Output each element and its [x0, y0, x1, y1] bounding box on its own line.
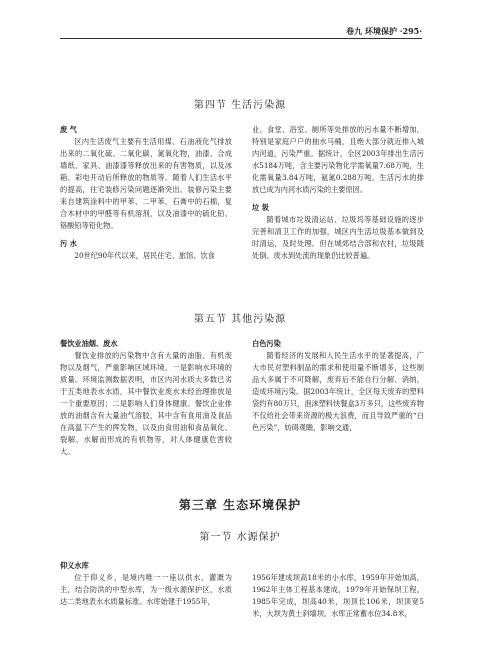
s5-right-column — [252, 338, 424, 434]
air-subheading: 废 气 — [60, 125, 77, 134]
reservoir-paragraph-start: 位于仰义乡，是境内唯一一座以供水、灌溉为主，结合防洪的中型水库，为一级水源保护区，水质达二类地表水水质量标准。水库始建于1955年， — [60, 573, 232, 606]
section-5-title: 第五节 其他污染源 — [193, 314, 287, 325]
s4-right-column — [252, 124, 424, 262]
air-paragraph: 区内生活废气主要有生活用煤、石油液化气排放出来的二氧化硫、二氧化碳、氮氧化物，油漆、合成墙纸、家具、油漆漆等释放出来的有害物质，以及冰箱、彩电开动后所释放的物质等。随着人们生活水平的提高，住宅装修污染问题逐渐突出。装修污染主要来自建筑涂料中的甲苯、二甲苯，石膏中的石棉，复合木材中的甲醛等有机溶剂，以及油漆中的硫化铅、铬酸铅等铅化物。 — [60, 137, 232, 230]
running-header — [60, 22, 422, 38]
food-subheading: 餐饮业油烟、废水 — [60, 339, 118, 348]
chapter-3-title: 第三章 生态环境保护 — [178, 498, 302, 512]
chapter-3-section-1-title: 第一节 水源保护 — [199, 532, 281, 543]
header-title: 卷九 环境保护 ·295· — [346, 26, 422, 36]
water-subheading: 污 水 — [60, 239, 77, 248]
water-paragraph-cont: 业、食堂、浴室、厕所等处排放的污水量不断增加，特别是家庭户户的抽水马桶，且绝大部分就近排入城内河道，污染严重。据统计，全区2003年排出生活污水5184万吨，含主要污染物化学需氧量7.68万吨，生化需氧量3.84万吨，氨氮0.288万吨。生活污水的排放已成为内河水质污染的主要原因。 — [252, 125, 424, 194]
reservoir-paragraph-cont: 1956年建成坝高18米的小水库，1959年开始加高，1962年主体工程基本建成，1979年开始保坝工程，1985年完成，坝高40米，坝顶长106米，坝顶宽5米，大坝为黄土斜墙坝。水库正常蓄水位34.8米， — [252, 573, 424, 618]
section-4-title: 第四节 生活污染源 — [193, 100, 287, 111]
white-subheading: 白色污染 — [252, 339, 281, 348]
white-paragraph: 随着经济的发展和人民生活水平的显著提高，广大市民对塑料制品的需求和使用量不断增多，这些制品大多属于不可降解，废弃后不能自行分解、消纳，造成环境污染。据2003年统计，全区每天废弃的塑料袋约有80万只，泡沫塑料快餐盒3万多只，这些废弃物不仅给社会带来资源的极大浪费，而且导致严重的“白色污染”，妨碍观瞻，影响交通， — [252, 351, 424, 432]
header-rule — [60, 38, 422, 39]
ch3-right-column — [252, 572, 424, 620]
water-paragraph-start: 20世纪90年代以来，居民住宅、旅馆、饮食 — [74, 251, 215, 260]
food-paragraph: 餐饮业排放的污染物中含有大量的油脂、有机废物以及烟气，严重影响区域环境。一是影响水环境的质量。环境监测数据表明，市区内河水质大多数已劣于五类地表水水质，其中餐饮业废水未经治理排放是一个重要原因；二是影响人们身体健康。餐饮企业排放的油烟含有大量油气溶胶，其中含有食用油及食品在高温下产生的挥发物，以及由食用油和食品氧化、裂解、水解而形成的有机物等，对人体健康危害较大。 — [60, 351, 232, 456]
reservoir-subheading: 仰义水库 — [60, 561, 89, 570]
ch3-left-column — [60, 560, 232, 608]
s4-left-column — [60, 124, 232, 262]
s5-left-column — [60, 338, 232, 458]
trash-paragraph: 随着城市垃圾清运站、垃圾坞等基础设施的逐步完善和清卫工作的加强，城区内生活垃圾基本做到及时清运，及时处理。但在城郊结合部和农村，垃圾随处倒、废水到处流的现象仍比较普遍。 — [252, 215, 424, 260]
trash-subheading: 垃 圾 — [252, 203, 269, 212]
